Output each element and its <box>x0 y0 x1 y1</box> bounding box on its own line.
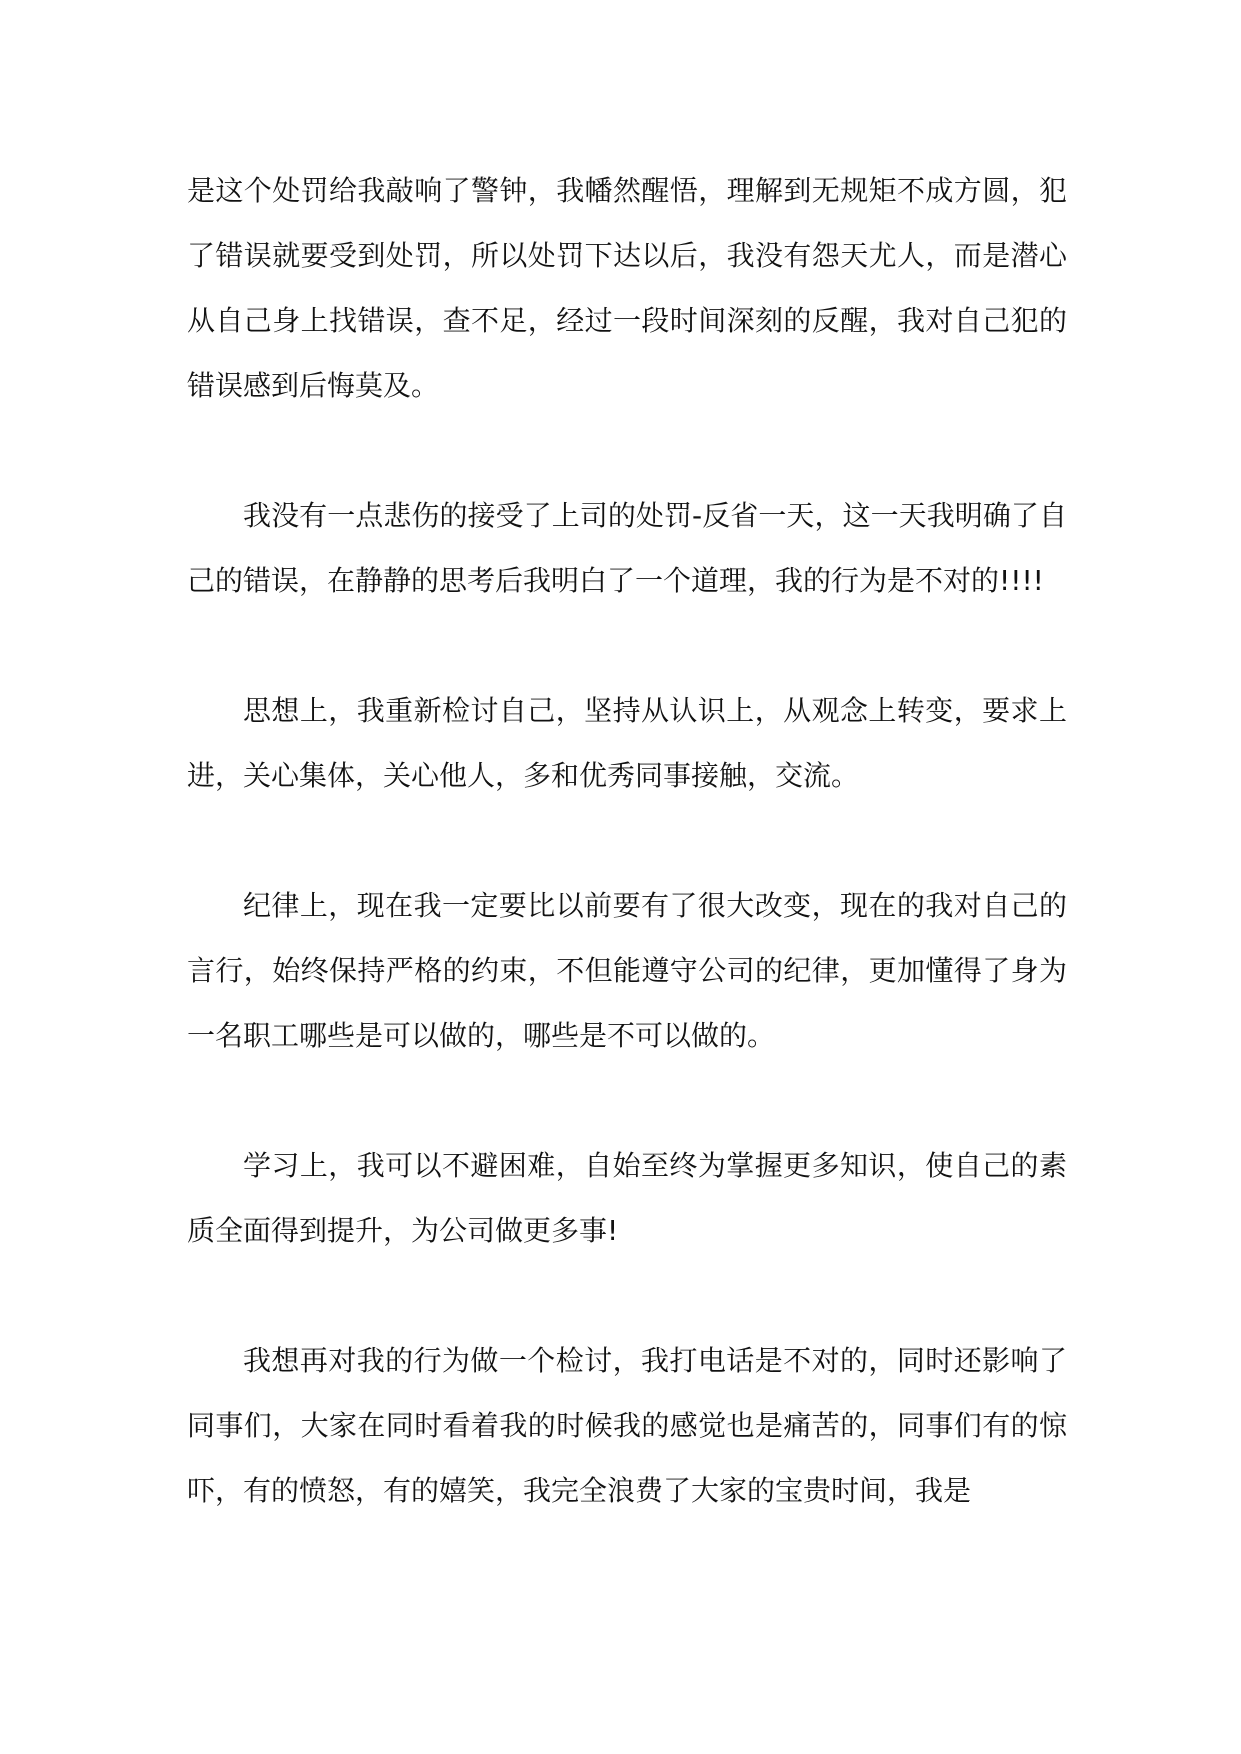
paragraph-4: 纪律上，现在我一定要比以前要有了很大改变，现在的我对自己的言行，始终保持严格的约束，不但能遵守公司的纪律，更加懂得了身为一名职工哪些是可以做的，哪些是不可以做的。 <box>187 889 1067 1052</box>
paragraph-6: 我想再对我的行为做一个检讨，我打电话是不对的，同时还影响了同事们，大家在同时看着我的时候我的感觉也是痛苦的，同事们有的惊吓，有的愤怒，有的嬉笑，我完全浪费了大家的宝贵时间，我是 <box>187 1344 1067 1507</box>
paragraph-1: 是这个处罚给我敲响了警钟，我幡然醒悟，理解到无规矩不成方圆，犯了错误就要受到处罚，所以处罚下达以后，我没有怨天尤人，而是潜心从自己身上找错误，查不足，经过一段时间深刻的反醒，我对自己犯的错误感到后悔莫及。 <box>187 174 1067 402</box>
paragraph-5: 学习上，我可以不避困难，自始至终为掌握更多知识，使自己的素质全面得到提升，为公司做更多事! <box>187 1149 1067 1247</box>
paragraph-3: 思想上，我重新检讨自己，坚持从认识上，从观念上转变，要求上进，关心集体，关心他人，多和优秀同事接触，交流。 <box>187 694 1067 792</box>
paragraph-2: 我没有一点悲伤的接受了上司的处罚-反省一天，这一天我明确了自己的错误，在静静的思考后我明白了一个道理，我的行为是不对的!!!! <box>187 499 1067 597</box>
document-body <box>187 158 1067 1523</box>
